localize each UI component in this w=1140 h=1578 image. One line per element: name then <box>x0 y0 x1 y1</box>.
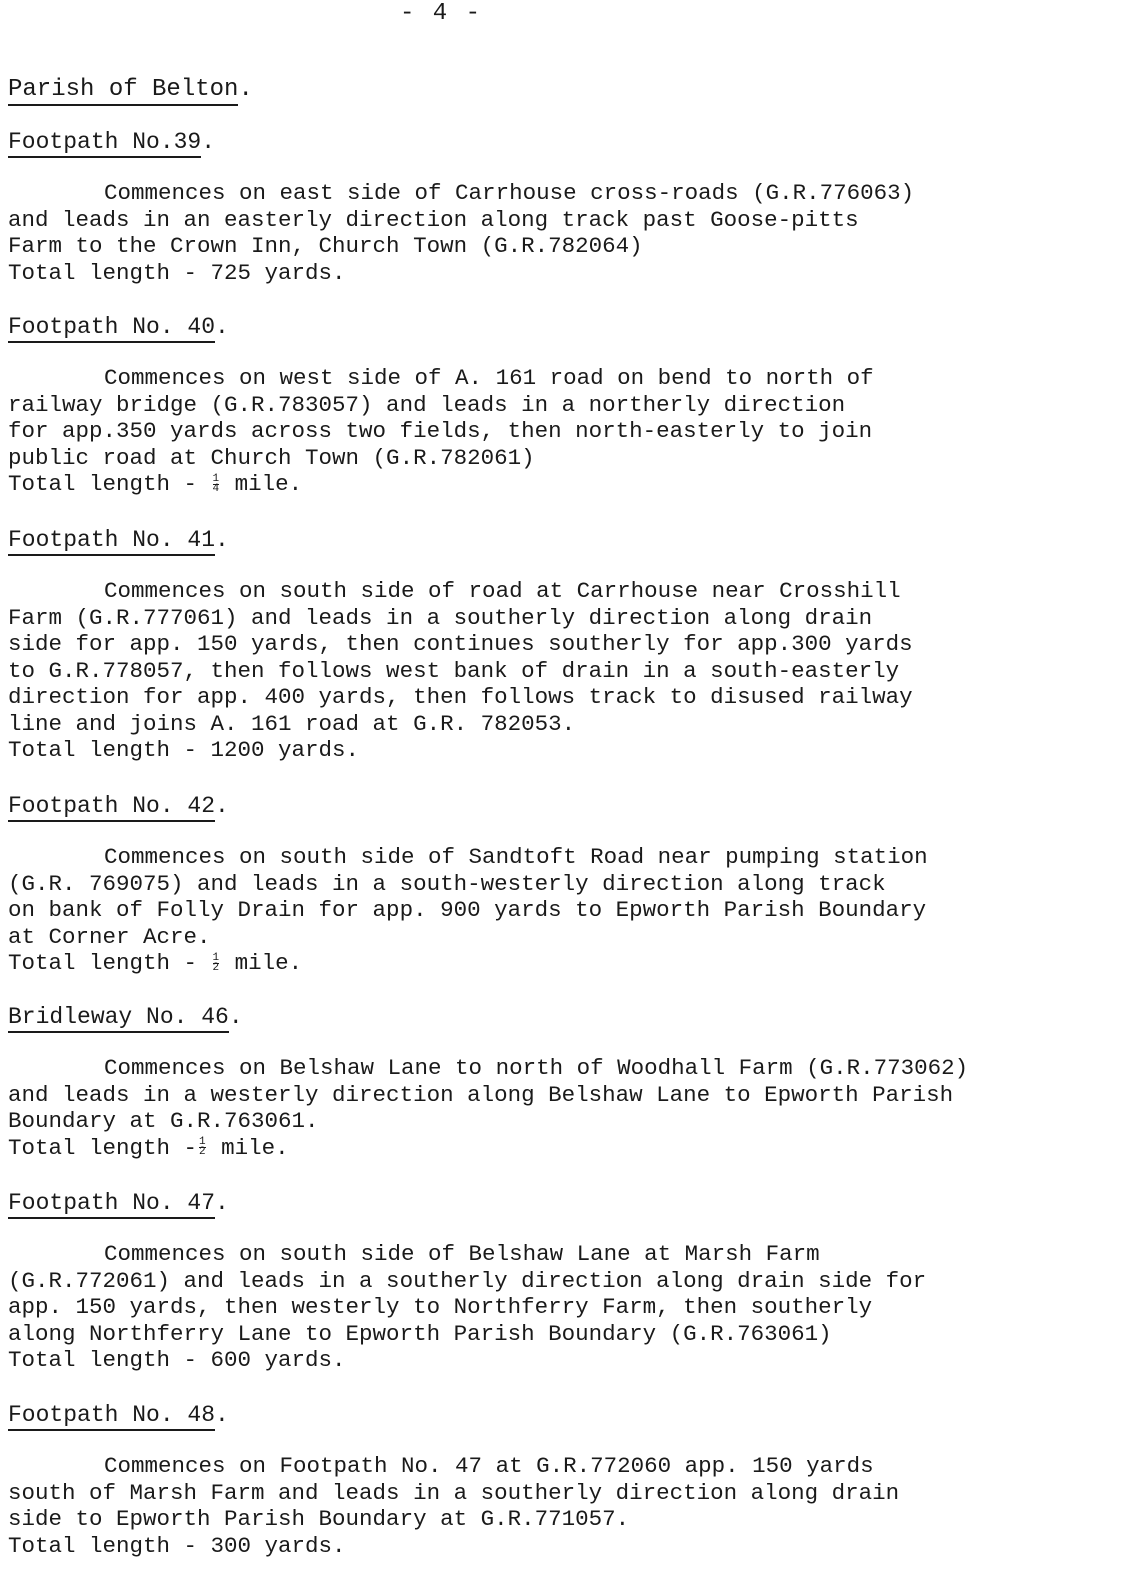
section-body <box>8 1055 1133 1161</box>
body-line: railway bridge (G.R.783057) and leads in a northerly direction <box>8 391 846 418</box>
fraction: $\frac{1}{4}$ <box>212 472 220 495</box>
parish-title-text: Parish of Belton <box>8 76 238 106</box>
body-line: (G.R. 769075) and leads in a south-westerly direction along track <box>8 870 886 897</box>
section-bridleway-46 <box>8 1003 1133 1161</box>
body-line: Farm to the Crown Inn, Church Town (G.R.782064) <box>8 233 643 259</box>
body-line: Commences on west side of A. 161 road on bend to north of <box>104 365 874 391</box>
section-body <box>8 578 1133 764</box>
body-line: public road at Church Town (G.R.782061) <box>8 444 535 471</box>
body-line: Total length - $\frac{1}{2}$ mile. <box>8 950 303 976</box>
fraction: $\frac{1}{2}$ <box>212 951 220 974</box>
section-body <box>8 365 1133 498</box>
body-line: app. 150 yards, then westerly to Northferry Farm, then southerly <box>8 1294 873 1320</box>
body-line: Commences on east side of Carrhouse cross-roads (G.R.776063) <box>104 180 915 206</box>
body-line: line and joins A. 161 road at G.R. 782053. <box>8 710 576 737</box>
fraction: $\frac{1}{2}$ <box>199 1136 206 1159</box>
parish-title: Parish of Belton. <box>8 76 253 104</box>
section-heading: Footpath No. 48. <box>8 1401 1133 1429</box>
section-body <box>8 1453 1133 1559</box>
section-footpath-42 <box>8 792 1133 977</box>
section-body <box>8 1241 1133 1374</box>
body-line: Commences on Belshaw Lane to north of Woodhall Farm (G.R.773062) <box>104 1055 969 1081</box>
body-line: side for app. 150 yards, then continues southerly for app.300 yards <box>8 631 913 657</box>
body-line: at Corner Acre. <box>8 923 211 950</box>
body-line: Total length - $\frac{1}{2}$ mile. <box>8 1134 289 1161</box>
section-heading: Bridleway No. 46. <box>8 1003 1133 1031</box>
body-line: side to Epworth Parish Boundary at G.R.771057. <box>8 1506 630 1532</box>
section-body <box>8 844 1133 977</box>
section-footpath-47 <box>8 1189 1133 1374</box>
body-line: Commences on south side of road at Carrhouse near Crosshill <box>104 578 901 604</box>
body-line: Commences on Footpath No. 47 at G.R.772060 app. 150 yards <box>104 1453 874 1479</box>
body-line: Total length - 725 yards. <box>8 259 346 286</box>
body-line: Total length - 300 yards. <box>8 1532 346 1559</box>
section-heading: Footpath No. 40. <box>8 313 1133 341</box>
section-heading: Footpath No.39. <box>8 128 1133 156</box>
section-heading: Footpath No. 42. <box>8 792 1133 820</box>
body-line: Boundary at G.R.763061. <box>8 1108 319 1134</box>
body-line: Total length - 600 yards. <box>8 1347 346 1373</box>
body-line: Total length - $\frac{1}{4}$ mile. <box>8 471 303 497</box>
body-line: on bank of Folly Drain for app. 900 yards to Epworth Parish Boundary <box>8 897 927 923</box>
section-body <box>8 180 1133 286</box>
page-number: - 4 - <box>400 0 483 27</box>
body-line: to G.R.778057, then follows west bank of drain in a south-easterly <box>8 657 900 684</box>
body-line: Commences on south side of Sandtoft Road near pumping station <box>104 844 928 870</box>
body-line: Commences on south side of Belshaw Lane at Marsh Farm <box>104 1241 820 1267</box>
section-footpath-48 <box>8 1401 1133 1559</box>
body-line: (G.R.772061) and leads in a southerly direction along drain side for <box>8 1267 927 1294</box>
body-line: along Northferry Lane to Epworth Parish Boundary (G.R.763061) <box>8 1320 832 1347</box>
body-line: and leads in an easterly direction along track past Goose-pitts <box>8 206 859 233</box>
body-line: direction for app. 400 yards, then follows track to disused railway <box>8 684 913 710</box>
section-footpath-41 <box>8 526 1133 764</box>
body-line: for app.350 yards across two fields, then north-easterly to join <box>8 418 873 444</box>
body-line: Total length - 1200 yards. <box>8 737 360 763</box>
body-line: and leads in a westerly direction along Belshaw Lane to Epworth Parish <box>8 1081 954 1108</box>
section-footpath-40 <box>8 313 1133 498</box>
body-line: south of Marsh Farm and leads in a southerly direction along drain <box>8 1479 900 1506</box>
section-heading: Footpath No. 41. <box>8 526 1133 554</box>
section-heading: Footpath No. 47. <box>8 1189 1133 1217</box>
body-line: Farm (G.R.777061) and leads in a southerly direction along drain <box>8 604 873 631</box>
section-footpath-39 <box>8 128 1133 286</box>
